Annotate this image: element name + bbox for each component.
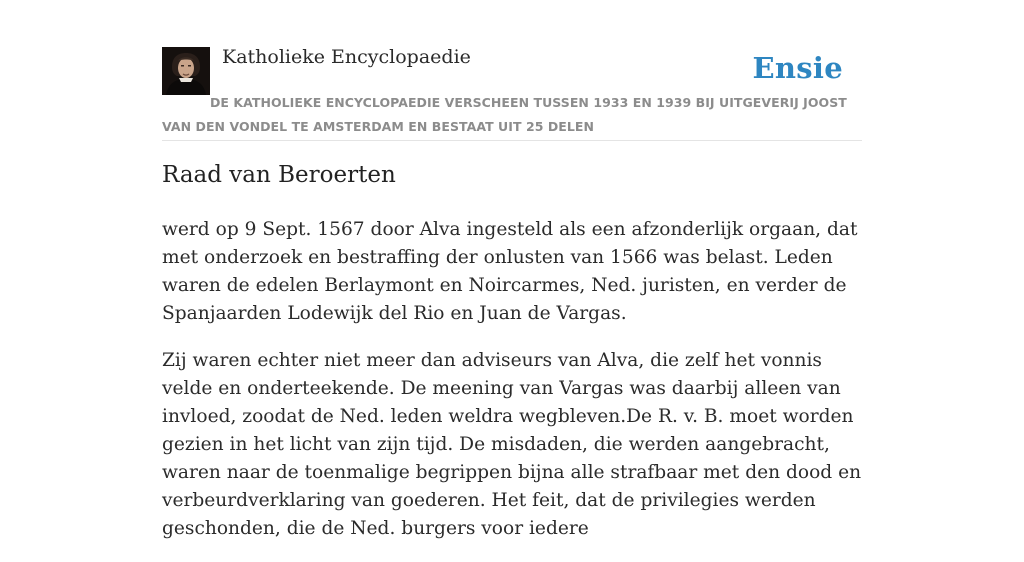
- portrait-icon[interactable]: [162, 47, 210, 95]
- article-body: [162, 216, 866, 562]
- article-paragraph: werd op 9 Sept. 1567 door Alva ingesteld als een afzonderlijk orgaan, dat met onderzoek en bestraffing der onlusten van 1566 was belast. Leden waren de edelen Berlaymont en Noircarmes, Ned. juristen, en verder de Spanjaarden Lodewijk del Rio en Juan de Vargas.: [162, 219, 858, 324]
- article-paragraph: Zij waren echter niet meer dan adviseurs van Alva, die zelf het vonnis velde en onderteekende. De meening van Vargas was daarbij alleen van invloed, zoodat de Ned. leden weldra wegbleven.De R. v. B. moet worden gezien in het licht van zijn tijd. De misdaden, die werden aangebracht, waren naar de toenmalige begrippen bijna alle strafbaar met den dood en verbeurdverklaring van goederen. Het feit, dat de privilegies werden geschonden, die de Ned. burgers voor iedere: [162, 350, 862, 539]
- source-header: [162, 44, 862, 141]
- source-description: DE KATHOLIEKE ENCYCLOPAEDIE VERSCHEEN TUSSEN 1933 EN 1939 BIJ UITGEVERIJ JOOST VAN DEN VONDEL TE AMSTERDAM EN BESTAAT UIT 25 DELEN: [162, 95, 847, 134]
- article-title: Raad van Beroerten: [162, 162, 396, 188]
- brand-logo[interactable]: Ensie: [752, 51, 843, 85]
- source-title[interactable]: Katholieke Encyclopaedie: [222, 46, 471, 68]
